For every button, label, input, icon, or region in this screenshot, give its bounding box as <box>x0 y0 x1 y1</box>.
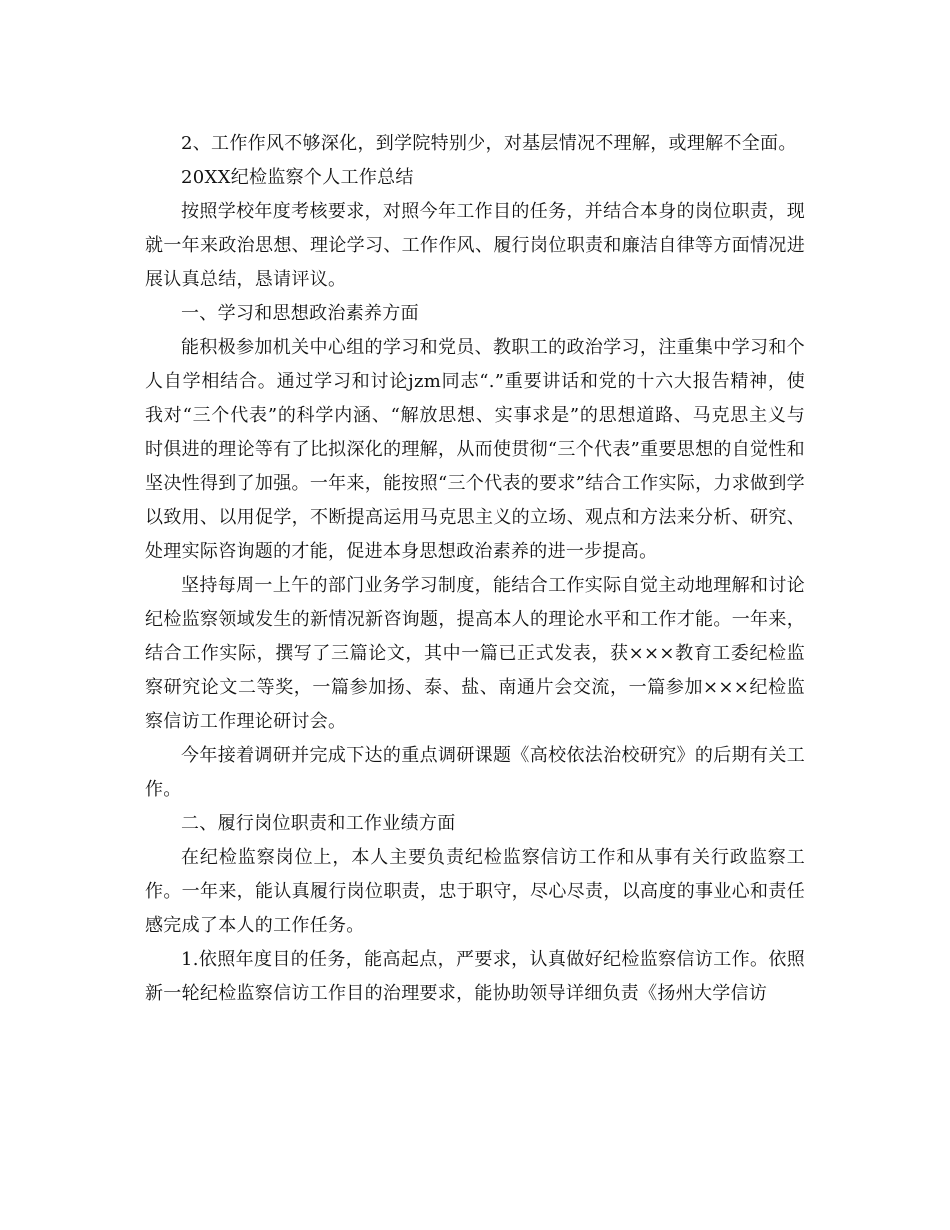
document-title: 20XX纪检监察个人工作总结 <box>181 167 414 188</box>
section-heading-duties: 二、履行岗位职责和工作业绩方面 <box>181 813 456 834</box>
paragraph-research-topic: 今年接着调研并完成下达的重点调研课题《高校依法治校研究》的后期有关工作。 <box>145 745 805 800</box>
document-body <box>145 127 805 1011</box>
paragraph-duties: 在纪检监察岗位上，本人主要负责纪检监察信访工作和从事有关行政监察工作。一年来，能认真履行岗位职责，忠于职守，尽心尽责，以高度的事业心和责任感完成了本人的工作任务。 <box>145 847 805 936</box>
section-heading-study: 一、学习和思想政治素养方面 <box>181 303 419 324</box>
paragraph-item-1: 1.依照年度目的任务，能高起点，严要求，认真做好纪检监察信访工作。依照新一轮纪检监察信访工作目的治理要求，能协助领导详细负责《扬州大学信访 <box>145 949 805 1004</box>
paragraph-political-study: 能积极参加机关中心组的学习和党员、教职工的政治学习，注重集中学习和个人自学相结合。通过学习和讨论jzm同志“.”重要讲话和党的十六大报告精神，使我对“三个代表”的科学内涵、“解放思想、实事求是”的思想道路、马克思主义与时俱进的理论等有了比拟深化的理解，从而使贯彻“三个代表”重要思想的自觉性和坚决性得到了加强。一年来，能按照“三个代表的要求”结合工作实际，力求做到学以致用、以用促学，不断提高运用马克思主义的立场、观点和方法来分析、研究、处理实际咨询题的才能，促进本身思想政治素养的进一步提高。 <box>145 337 805 562</box>
paragraph-business-study: 坚持每周一上午的部门业务学习制度，能结合工作实际自觉主动地理解和讨论纪检监察领域发生的新情况新咨询题，提高本人的理论水平和工作才能。一年来，结合工作实际，撰写了三篇论文，其中一篇已正式发表，获×××教育工委纪检监察研究论文二等奖，一篇参加扬、泰、盐、南通片会交流，一篇参加×××纪检监察信访工作理论研讨会。 <box>145 575 805 732</box>
paragraph-intro: 按照学校年度考核要求，对照今年工作目的任务，并结合本身的岗位职责，现就一年来政治思想、理论学习、工作作风、履行岗位职责和廉洁自律等方面情况进展认真总结，恳请评议。 <box>145 201 805 290</box>
paragraph-work-style-issue: 2、工作作风不够深化，到学院特别少，对基层情况不理解，或理解不全面。 <box>181 133 797 154</box>
